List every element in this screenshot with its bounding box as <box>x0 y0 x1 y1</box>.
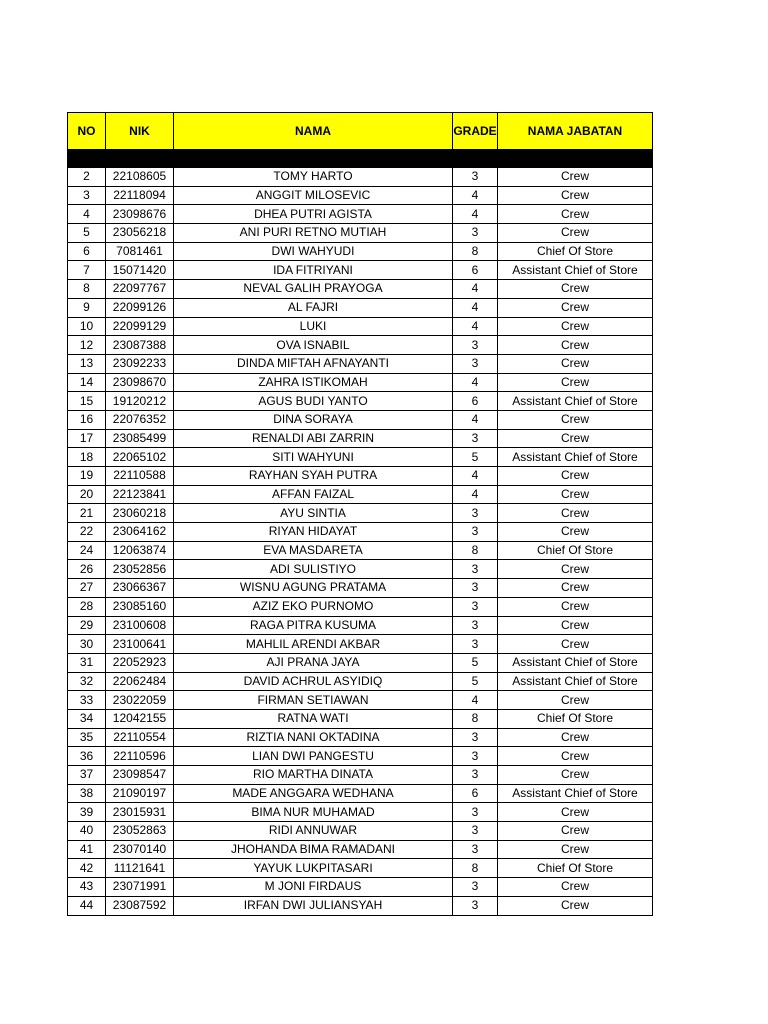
cell-no: 42 <box>68 859 106 878</box>
cell-nama: WISNU AGUNG PRATAMA <box>174 579 453 598</box>
table-row <box>68 672 653 691</box>
cell-nik: 22065102 <box>106 448 174 467</box>
cell-nama-jabatan: Crew <box>498 429 653 448</box>
cell-nama-jabatan: Chief Of Store <box>498 541 653 560</box>
cell-nama-jabatan: Chief Of Store <box>498 709 653 728</box>
cell-nama-jabatan: Crew <box>498 504 653 523</box>
cell-grade: 6 <box>453 784 498 803</box>
table-row <box>68 280 653 299</box>
cell-nama: DINA SORAYA <box>174 410 453 429</box>
cell-grade: 8 <box>453 709 498 728</box>
cell-nik: 23098676 <box>106 205 174 224</box>
table-row <box>68 373 653 392</box>
cell-no: 36 <box>68 747 106 766</box>
cell-nik: 23092233 <box>106 354 174 373</box>
cell-nama: AYU SINTIA <box>174 504 453 523</box>
cell-nik: 23100608 <box>106 616 174 635</box>
cell-nama: ANGGIT MILOSEVIC <box>174 186 453 205</box>
cell-nik: 22052923 <box>106 653 174 672</box>
cell-nama-jabatan: Crew <box>498 728 653 747</box>
cell-no: 20 <box>68 485 106 504</box>
cell-no: 21 <box>68 504 106 523</box>
cell-nama-jabatan: Crew <box>498 410 653 429</box>
cell-nama-jabatan: Crew <box>498 822 653 841</box>
cell-nik: 23071991 <box>106 878 174 897</box>
cell-nama-jabatan: Assistant Chief of Store <box>498 784 653 803</box>
cell-no: 34 <box>68 709 106 728</box>
cell-nama: RAYHAN SYAH PUTRA <box>174 467 453 486</box>
cell-nik: 22097767 <box>106 280 174 299</box>
cell-grade: 3 <box>453 822 498 841</box>
cell-nama: AJI PRANA JAYA <box>174 653 453 672</box>
cell-no: 16 <box>68 410 106 429</box>
header-separator-band <box>68 150 653 168</box>
cell-no: 32 <box>68 672 106 691</box>
cell-nik: 23098670 <box>106 373 174 392</box>
cell-nik: 22099126 <box>106 298 174 317</box>
cell-nama-jabatan: Crew <box>498 485 653 504</box>
cell-no: 14 <box>68 373 106 392</box>
cell-nama-jabatan: Chief Of Store <box>498 859 653 878</box>
cell-nama: AL FAJRI <box>174 298 453 317</box>
cell-nama: IDA FITRIYANI <box>174 261 453 280</box>
cell-grade: 3 <box>453 336 498 355</box>
cell-nik: 23087388 <box>106 336 174 355</box>
cell-no: 19 <box>68 467 106 486</box>
cell-nama: RENALDI ABI ZARRIN <box>174 429 453 448</box>
cell-grade: 4 <box>453 485 498 504</box>
cell-no: 37 <box>68 766 106 785</box>
cell-nik: 21090197 <box>106 784 174 803</box>
table-row <box>68 485 653 504</box>
table-row <box>68 261 653 280</box>
cell-no: 5 <box>68 224 106 243</box>
table-row <box>68 224 653 243</box>
cell-nama-jabatan: Assistant Chief of Store <box>498 392 653 411</box>
cell-nik: 23085160 <box>106 597 174 616</box>
cell-no: 35 <box>68 728 106 747</box>
cell-nama: IRFAN DWI JULIANSYAH <box>174 896 453 915</box>
cell-nama: TOMY HARTO <box>174 168 453 187</box>
cell-grade: 8 <box>453 859 498 878</box>
cell-nama: MADE ANGGARA WEDHANA <box>174 784 453 803</box>
cell-nama-jabatan: Crew <box>498 616 653 635</box>
cell-grade: 3 <box>453 560 498 579</box>
cell-nama-jabatan: Crew <box>498 224 653 243</box>
table-row <box>68 541 653 560</box>
cell-no: 31 <box>68 653 106 672</box>
table-row <box>68 298 653 317</box>
cell-grade: 6 <box>453 392 498 411</box>
cell-no: 13 <box>68 354 106 373</box>
table-row <box>68 168 653 187</box>
table-row <box>68 429 653 448</box>
cell-grade: 3 <box>453 224 498 243</box>
table-row <box>68 597 653 616</box>
cell-nama: SITI WAHYUNI <box>174 448 453 467</box>
cell-nik: 7081461 <box>106 242 174 261</box>
cell-grade: 4 <box>453 373 498 392</box>
cell-nama-jabatan: Crew <box>498 579 653 598</box>
table-row <box>68 822 653 841</box>
cell-nik: 22110554 <box>106 728 174 747</box>
cell-nama-jabatan: Crew <box>498 336 653 355</box>
cell-no: 9 <box>68 298 106 317</box>
cell-grade: 4 <box>453 186 498 205</box>
cell-grade: 3 <box>453 635 498 654</box>
cell-nama-jabatan: Crew <box>498 205 653 224</box>
cell-nama-jabatan: Crew <box>498 373 653 392</box>
cell-grade: 4 <box>453 317 498 336</box>
cell-nama: LUKI <box>174 317 453 336</box>
cell-nik: 15071420 <box>106 261 174 280</box>
cell-grade: 8 <box>453 242 498 261</box>
cell-grade: 4 <box>453 205 498 224</box>
table-row <box>68 467 653 486</box>
header-grade: GRADE <box>453 113 498 150</box>
cell-nama-jabatan: Crew <box>498 597 653 616</box>
cell-nama-jabatan: Chief Of Store <box>498 242 653 261</box>
cell-nama-jabatan: Crew <box>498 168 653 187</box>
cell-nama-jabatan: Crew <box>498 317 653 336</box>
cell-grade: 3 <box>453 429 498 448</box>
table-row <box>68 859 653 878</box>
cell-nama-jabatan: Crew <box>498 298 653 317</box>
cell-grade: 3 <box>453 354 498 373</box>
cell-nama-jabatan: Crew <box>498 766 653 785</box>
cell-grade: 5 <box>453 672 498 691</box>
table-row <box>68 691 653 710</box>
band-cell <box>106 150 174 168</box>
cell-nama: NEVAL GALIH PRAYOGA <box>174 280 453 299</box>
cell-grade: 3 <box>453 168 498 187</box>
cell-nama: EVA MASDARETA <box>174 541 453 560</box>
table-row <box>68 560 653 579</box>
header-nik: NIK <box>106 113 174 150</box>
table-body <box>68 150 653 916</box>
table-row <box>68 205 653 224</box>
cell-nama: RAGA PITRA KUSUMA <box>174 616 453 635</box>
cell-nama: DWI WAHYUDI <box>174 242 453 261</box>
table-row <box>68 579 653 598</box>
cell-nik: 23015931 <box>106 803 174 822</box>
cell-grade: 3 <box>453 840 498 859</box>
table-row <box>68 504 653 523</box>
cell-no: 22 <box>68 523 106 542</box>
table-row <box>68 317 653 336</box>
cell-nik: 19120212 <box>106 392 174 411</box>
cell-no: 6 <box>68 242 106 261</box>
cell-nama-jabatan: Crew <box>498 560 653 579</box>
table-row <box>68 242 653 261</box>
cell-nama-jabatan: Assistant Chief of Store <box>498 653 653 672</box>
table-row <box>68 336 653 355</box>
cell-nik: 23087592 <box>106 896 174 915</box>
table-row <box>68 747 653 766</box>
cell-nama: ZAHRA ISTIKOMAH <box>174 373 453 392</box>
cell-no: 40 <box>68 822 106 841</box>
cell-no: 8 <box>68 280 106 299</box>
band-cell <box>498 150 653 168</box>
cell-nama: AFFAN FAIZAL <box>174 485 453 504</box>
table-header <box>68 113 653 150</box>
cell-nik: 23052863 <box>106 822 174 841</box>
cell-grade: 6 <box>453 261 498 280</box>
cell-grade: 4 <box>453 467 498 486</box>
cell-nama-jabatan: Crew <box>498 878 653 897</box>
cell-no: 2 <box>68 168 106 187</box>
cell-no: 10 <box>68 317 106 336</box>
cell-nama: ANI PURI RETNO MUTIAH <box>174 224 453 243</box>
cell-nik: 22062484 <box>106 672 174 691</box>
cell-nik: 22123841 <box>106 485 174 504</box>
cell-grade: 3 <box>453 597 498 616</box>
cell-no: 26 <box>68 560 106 579</box>
cell-nama: MAHLIL ARENDI AKBAR <box>174 635 453 654</box>
table-row <box>68 766 653 785</box>
cell-nik: 22118094 <box>106 186 174 205</box>
cell-nama-jabatan: Crew <box>498 467 653 486</box>
cell-grade: 8 <box>453 541 498 560</box>
cell-grade: 3 <box>453 747 498 766</box>
cell-nama: AZIZ EKO PURNOMO <box>174 597 453 616</box>
cell-grade: 3 <box>453 616 498 635</box>
table-row <box>68 448 653 467</box>
cell-nik: 23070140 <box>106 840 174 859</box>
table-row <box>68 878 653 897</box>
cell-nik: 12042155 <box>106 709 174 728</box>
cell-nama-jabatan: Assistant Chief of Store <box>498 672 653 691</box>
cell-nama-jabatan: Crew <box>498 747 653 766</box>
cell-no: 44 <box>68 896 106 915</box>
employee-table <box>67 112 653 916</box>
cell-no: 3 <box>68 186 106 205</box>
cell-nik: 11121641 <box>106 859 174 878</box>
band-cell <box>174 150 453 168</box>
table-row <box>68 803 653 822</box>
cell-grade: 5 <box>453 448 498 467</box>
header-nama-jabatan: NAMA JABATAN <box>498 113 653 150</box>
cell-nama-jabatan: Crew <box>498 691 653 710</box>
cell-nik: 23064162 <box>106 523 174 542</box>
table-row <box>68 354 653 373</box>
cell-nama-jabatan: Crew <box>498 840 653 859</box>
cell-nik: 23060218 <box>106 504 174 523</box>
table-row <box>68 410 653 429</box>
cell-nama-jabatan: Crew <box>498 186 653 205</box>
cell-no: 18 <box>68 448 106 467</box>
cell-nama: FIRMAN SETIAWAN <box>174 691 453 710</box>
cell-nama-jabatan: Assistant Chief of Store <box>498 448 653 467</box>
cell-nik: 23022059 <box>106 691 174 710</box>
table-row <box>68 186 653 205</box>
cell-no: 28 <box>68 597 106 616</box>
cell-grade: 4 <box>453 280 498 299</box>
band-cell <box>68 150 106 168</box>
cell-nik: 12063874 <box>106 541 174 560</box>
table-row <box>68 784 653 803</box>
cell-nama: RIDI ANNUWAR <box>174 822 453 841</box>
cell-grade: 3 <box>453 728 498 747</box>
table-row <box>68 635 653 654</box>
cell-grade: 3 <box>453 803 498 822</box>
band-cell <box>453 150 498 168</box>
cell-grade: 3 <box>453 579 498 598</box>
table-row <box>68 709 653 728</box>
cell-nik: 22110588 <box>106 467 174 486</box>
header-no: NO <box>68 113 106 150</box>
cell-no: 30 <box>68 635 106 654</box>
cell-nama: JHOHANDA BIMA RAMADANI <box>174 840 453 859</box>
cell-nama: RIZTIA NANI OKTADINA <box>174 728 453 747</box>
cell-nik: 22076352 <box>106 410 174 429</box>
cell-nama: RIYAN HIDAYAT <box>174 523 453 542</box>
cell-nik: 22108605 <box>106 168 174 187</box>
cell-no: 15 <box>68 392 106 411</box>
cell-nama-jabatan: Assistant Chief of Store <box>498 261 653 280</box>
cell-nama: LIAN DWI PANGESTU <box>174 747 453 766</box>
cell-grade: 4 <box>453 298 498 317</box>
cell-nama-jabatan: Crew <box>498 896 653 915</box>
cell-nama-jabatan: Crew <box>498 635 653 654</box>
cell-nama: ADI SULISTIYO <box>174 560 453 579</box>
cell-nama: DAVID ACHRUL ASYIDIQ <box>174 672 453 691</box>
table-row <box>68 392 653 411</box>
cell-grade: 3 <box>453 523 498 542</box>
cell-nama-jabatan: Crew <box>498 803 653 822</box>
cell-no: 27 <box>68 579 106 598</box>
cell-nama-jabatan: Crew <box>498 280 653 299</box>
cell-nama: M JONI FIRDAUS <box>174 878 453 897</box>
cell-no: 24 <box>68 541 106 560</box>
cell-nik: 22110596 <box>106 747 174 766</box>
cell-no: 39 <box>68 803 106 822</box>
cell-grade: 4 <box>453 691 498 710</box>
cell-no: 41 <box>68 840 106 859</box>
cell-grade: 3 <box>453 766 498 785</box>
cell-nama-jabatan: Crew <box>498 523 653 542</box>
header-row <box>68 113 653 150</box>
cell-grade: 4 <box>453 410 498 429</box>
cell-grade: 3 <box>453 504 498 523</box>
cell-no: 43 <box>68 878 106 897</box>
cell-grade: 3 <box>453 896 498 915</box>
cell-no: 7 <box>68 261 106 280</box>
cell-no: 12 <box>68 336 106 355</box>
cell-nama: YAYUK LUKPITASARI <box>174 859 453 878</box>
table-row <box>68 728 653 747</box>
cell-nama: OVA ISNABIL <box>174 336 453 355</box>
cell-nama: AGUS BUDI YANTO <box>174 392 453 411</box>
header-nama: NAMA <box>174 113 453 150</box>
table-row <box>68 523 653 542</box>
cell-no: 29 <box>68 616 106 635</box>
table-row <box>68 896 653 915</box>
cell-no: 38 <box>68 784 106 803</box>
cell-nama-jabatan: Crew <box>498 354 653 373</box>
cell-grade: 5 <box>453 653 498 672</box>
cell-no: 4 <box>68 205 106 224</box>
table-row <box>68 653 653 672</box>
cell-nama: DINDA MIFTAH AFNAYANTI <box>174 354 453 373</box>
cell-grade: 3 <box>453 878 498 897</box>
cell-no: 17 <box>68 429 106 448</box>
cell-nama: DHEA PUTRI AGISTA <box>174 205 453 224</box>
cell-nama: RIO MARTHA DINATA <box>174 766 453 785</box>
cell-nama: BIMA NUR MUHAMAD <box>174 803 453 822</box>
cell-nik: 22099129 <box>106 317 174 336</box>
cell-nik: 23066367 <box>106 579 174 598</box>
cell-nik: 23056218 <box>106 224 174 243</box>
table-row <box>68 616 653 635</box>
cell-nik: 23085499 <box>106 429 174 448</box>
cell-nik: 23100641 <box>106 635 174 654</box>
cell-nama: RATNA WATI <box>174 709 453 728</box>
cell-nik: 23052856 <box>106 560 174 579</box>
cell-no: 33 <box>68 691 106 710</box>
table-row <box>68 840 653 859</box>
cell-nik: 23098547 <box>106 766 174 785</box>
